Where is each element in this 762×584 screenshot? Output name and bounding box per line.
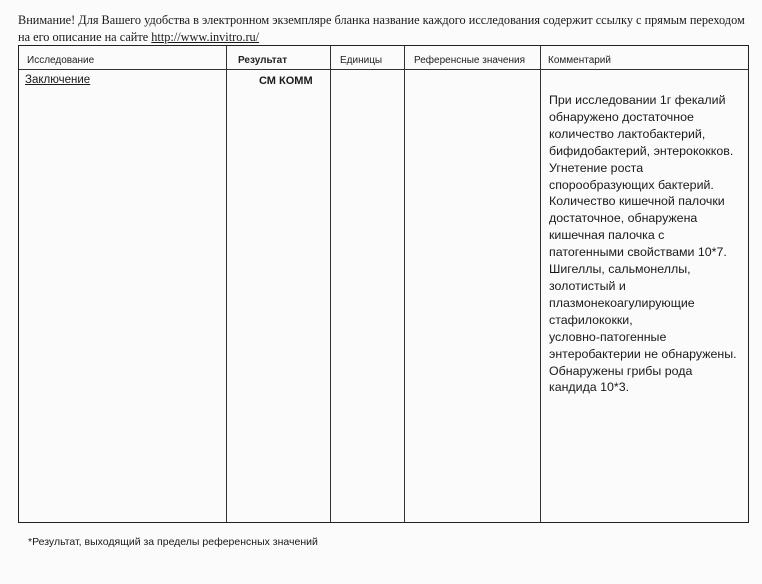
notice-message: Внимание! Для Вашего удобства в электронном экземпляре бланка название каждого исследования содержит ссылку с прямым переходом на его описание на сайте	[18, 13, 745, 44]
header-divider	[19, 69, 748, 70]
column-divider	[404, 46, 405, 522]
study-name-link[interactable]: Заключение	[25, 74, 91, 86]
footnote: *Результат, выходящий за пределы референсных значений	[28, 536, 318, 548]
notice-text	[18, 12, 748, 46]
header-reference: Референсные значения	[414, 55, 526, 66]
column-divider	[226, 46, 227, 522]
column-divider	[330, 46, 331, 522]
column-divider	[540, 46, 541, 522]
results-table	[18, 45, 749, 523]
invitro-site-link[interactable]: http://www.invitro.ru/	[151, 30, 260, 44]
header-study: Исследование	[27, 55, 95, 66]
header-units: Единицы	[340, 55, 383, 66]
comment-text: При исследовании 1г фекалий обнаружено достаточное количество лактобактерий, бифидобактерий, энтерококков. Угнетение роста спорообразующих бактерий. Количество кишечной палочки достаточное, обнаружена кишечная палочка с патогенными свойствами 10*7. Шигеллы, сальмонеллы, золотистый и плазмонекоагулирующие стафилококки, условно-патогенные энтеробактерии не обнаружены. Обнаружены грибы рода кандида 10*3.	[549, 93, 737, 395]
header-result: Результат	[238, 55, 288, 66]
result-value: СМ КОММ	[259, 75, 313, 87]
header-comment: Комментарий	[548, 55, 611, 66]
